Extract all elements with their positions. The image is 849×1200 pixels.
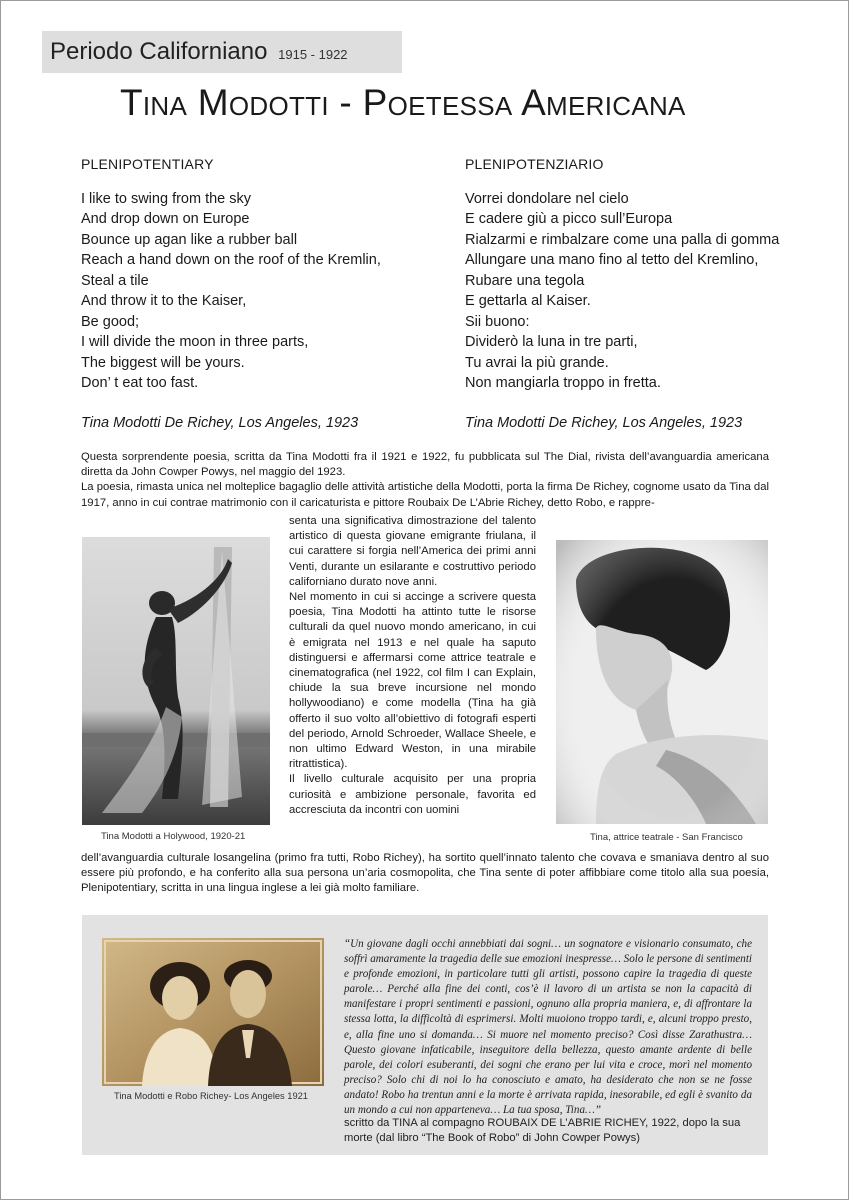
poem-line: Steal a tile (81, 272, 149, 289)
photo-caption: Tina, attrice teatrale - San Francisco (590, 832, 743, 843)
poem-line: Be good; (81, 313, 140, 330)
quote-text: “Un giovane dagli occhi annebbiati dai sogni… un sognatore e visionario consumato, che soffrì amaramente la tragedia delle sue emozioni inespresse… Solo le persone di sentimenti e profonde emozioni, in particolare tutti gli artisti, possono capire la tragedia di queste parole… Perché alla fine dei conti, cos’è il lavoro di un artista se non la capacità di manifestare i propri sentimenti e passioni, ognuno alla propria maniera, e, di affrontare la stessa lotta, la difficoltà di esprimersi. Molti muoiono troppo tardi, e, alcuni troppo presto, e, alla fine uno si domanda… Si muore nel momento preciso? Così disse Zarathustra… Questo giovane infaticabile, inseguitore della bellezza, questo amante ardente di belle parole, dei colori esuberanti, dei sogni che erano per lui vita e croce, morì nel momento preciso? Solo chi di noi lo ha conosciuto e amato, ha desiderato che non se ne fosse andato! Robo ha trentun anni e la morte è arrivata rapida, inesorabile, ed egli è svanito da un mondo a cui non apparteneva… La tua sposa, Tina…” (344, 938, 752, 1117)
photo-caption: Tina Modotti a Holywood, 1920-21 (101, 831, 246, 842)
poem-line: Non mangiarla troppo in fretta. (465, 375, 661, 391)
poem-line: And throw it to the Kaiser, (81, 293, 247, 309)
poem-line: Allungare una mano fino al tetto del Kremlino, (465, 252, 759, 268)
period-label: Periodo Californiano (50, 38, 268, 65)
poem-title: PLENIPOTENZIARIO (465, 156, 604, 172)
photo-actress (556, 540, 768, 824)
page-title: Tina Modotti - Poetessa Americana (120, 82, 686, 123)
poem-line: I will divide the moon in three parts, (81, 334, 309, 350)
intro-paragraph: La poesia, rimasta unica nel molteplice bagaglio delle attività artistiche della Modotti, porta la firma De Richey, cognome usato da Tina dal 1917, anno in cui contrae matrimonio con il caricaturista e pittore Roubaix De L’Abrie Richey, detto Robo, e rappre- (81, 481, 769, 509)
quote-source: scritto da TINA al compagno ROUBAIX DE L’ABRIE RICHEY, 1922, dopo la sua morte (dal libro “The Book of Robo” di John Cowper Powys) (344, 1117, 741, 1144)
poem-line: Tu avrai la più grande. (465, 354, 609, 371)
poem-line: Bounce up agan like a rubber ball (81, 231, 298, 248)
poem-line: E cadere giù a picco sull’Europa (465, 211, 673, 227)
intro-text (81, 450, 769, 511)
body-paragraph: dell’avanguardia culturale losangelina (primo fra tutti, Robo Richey), ha sortito quell’innato talento che covava e smaniava dentro al suo essere più profondo, e ha conferito alla sua persona un’aria cosmopolita, che Tina sente di poter affibbiare come titolo alla sua poesia, Plenipotentiary, scritta in una lingua inglese a lei già molto familiare. (81, 852, 769, 895)
poem-line: Rialzarmi e rimbalzare come una palla di gomma (465, 231, 780, 248)
intro-paragraph: Questa sorprendente poesia, scritta da Tina Modotti fra il 1921 e 1922, fu pubblicata sul The Dial, rivista dell’avanguardia americana diretta da John Cowper Powys, nel maggio del 1923. (81, 451, 769, 479)
photo-hollywood (82, 537, 270, 825)
poem-line: Dividerò la luna in tre parti, (465, 334, 638, 350)
poem-line: I like to swing from the sky (81, 190, 252, 207)
photo-caption: Tina Modotti e Robo Richey- Los Angeles 1921 (114, 1091, 308, 1101)
period-years: 1915 - 1922 (278, 47, 348, 62)
poem-english (81, 154, 381, 433)
poem-signature: Tina Modotti De Richey, Los Angeles, 1923 (465, 414, 743, 431)
period-title (50, 38, 348, 66)
poem-line: Sii buono: (465, 313, 530, 330)
poem-title: PLENIPOTENTIARY (81, 156, 214, 172)
poem-line: Reach a hand down on the roof of the Kremlin, (81, 252, 381, 268)
body-paragraph: Il livello culturale acquisito per una propria curiosità e ambizione personale, favorita ed accresciuta da incontri con uomini (289, 773, 536, 816)
poem-line: And drop down on Europe (81, 211, 250, 227)
poem-line: The biggest will be yours. (81, 354, 245, 371)
poem-line: E gettarla al Kaiser. (465, 293, 591, 309)
middle-column-text (289, 514, 536, 818)
poem-line: Vorrei dondolare nel cielo (465, 190, 629, 207)
poem-line: Don’ t eat too fast. (81, 375, 199, 391)
body-paragraph: Nel momento in cui si accinge a scrivere questa poesia, Tina Modotti ha attinto tutte le risorse culturali da quel nuovo mondo americano, in cui è emigrata nel 1913 e nel quale ha saputo distinguersi e affermarsi come attrice teatrale e cinematografica (nel 1922, col film I can Explain, chiude la sua breve incursione nel mondo hollywoodiano) e come modella (Tina ha già offerto il suo volto all’obiettivo di fotografi esperti del periodo, Arnold Schroeder, Wallace Sheele, e non ultimo Edward Weston, in una mirabile ritrattistica). (289, 591, 536, 771)
poem-line: Rubare una tegola (465, 272, 585, 289)
photo-couple (102, 938, 324, 1086)
poem-italian (465, 154, 779, 433)
body-paragraph: senta una significativa dimostrazione del talento artistico di questa giovane emigrante friulana, il cui carattere si forgia nell’America dei primi anni Venti, durante un esilarante e costruttivo periodo californiano durato nove anni. (289, 515, 536, 588)
poem-signature: Tina Modotti De Richey, Los Angeles, 1923 (81, 414, 359, 431)
